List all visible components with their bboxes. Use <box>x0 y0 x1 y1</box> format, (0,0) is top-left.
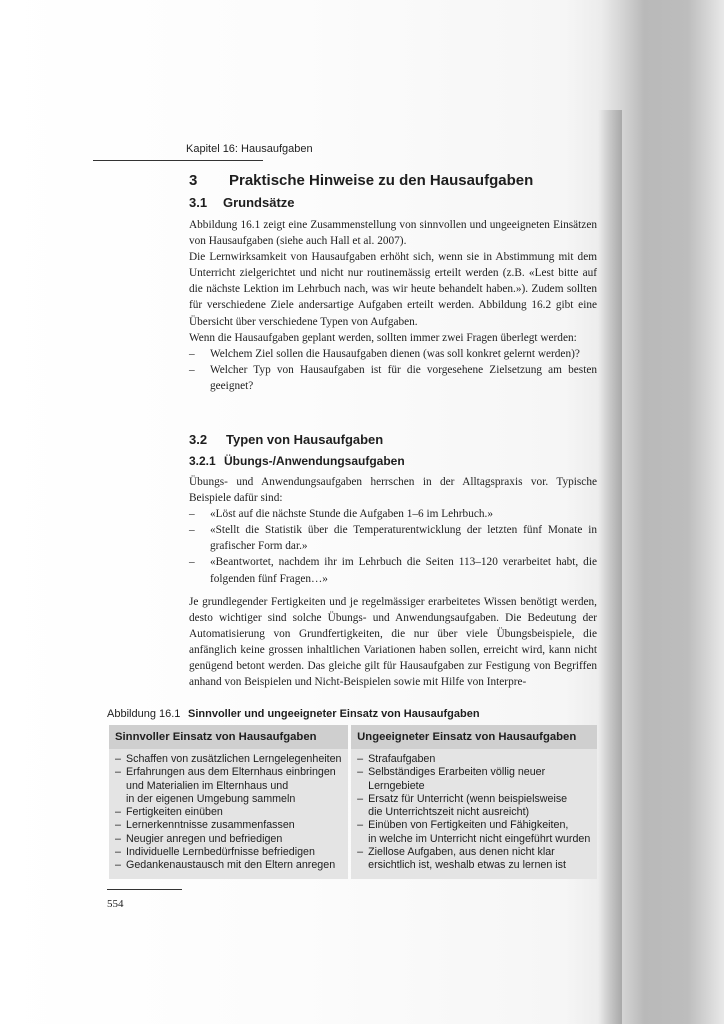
list-item: – Schaffen von zusätzlichen Lerngelegenheiten <box>115 753 342 766</box>
list-item: Lerngebiete <box>368 779 425 792</box>
list-item: – «Stellt die Statistik über die Temperaturentwicklung der letzten fünf Monate in grafischer Form dar.» <box>189 522 597 554</box>
list-item: und Materialien im Elternhaus und <box>126 779 289 792</box>
list-item: ersichtlich ist, weshalb etwas zu lernen ist <box>368 859 566 872</box>
list-item: – Neugier anregen und befriedigen <box>115 833 342 846</box>
section-3-2-1-number: 3.2.1 <box>189 454 216 468</box>
figure-title: Sinnvoller und ungeeigneter Einsatz von Hausaufgaben <box>188 708 480 720</box>
footer-rule <box>107 889 182 890</box>
list-item: – Gedankenaustausch mit den Eltern anregen <box>115 859 342 872</box>
section-3-1-number: 3.1 <box>189 195 208 210</box>
running-header: Kapitel 16: Hausaufgaben <box>186 143 313 155</box>
section-3-2-title: Typen von Hausaufgaben <box>226 432 384 447</box>
figure-number: Abbildung 16.1 <box>107 708 181 720</box>
example-list <box>189 506 597 586</box>
section-3-1-body <box>189 217 597 394</box>
header-rule <box>93 160 263 161</box>
column-header-ungeeignet: Ungeeigneter Einsatz von Hausaufgaben <box>351 725 597 749</box>
list-item: – Lernerkenntnisse zusammenfassen <box>115 819 342 832</box>
paragraph: Je grundlegender Fertigkeiten und je regelmässiger erarbeitetes Wissen benötigt werden, desto wichtiger sind solche Übungs- und Anwendungsaufgaben. Die Bedeutung der Automatisierung von Grundfertigkeiten, die nur über viele Übungsbeispiele, die anfänglich keine grossen inhaltlichen Variationen haben sollen, erreicht wird, kann nicht genügend betont werden. Das gleiche gilt für Hausaufgaben zur Festigung von Begriffen anhand von Beispielen und Nicht-Beispielen sowie mit Hilfe von Interpre- <box>189 595 597 689</box>
column-header-sinnvoll: Sinnvoller Einsatz von Hausaufgaben <box>109 725 348 749</box>
section-3-2-number: 3.2 <box>189 432 208 447</box>
list-item: – «Beantwortet, nachdem ihr im Lehrbuch die Seiten 113–120 verarbeitet habt, die folgenden fünf Fragen…» <box>189 554 597 586</box>
section-3-2-1-title: Übungs-/Anwendungsaufgaben <box>224 454 405 468</box>
page-spine-shadow <box>598 110 622 1024</box>
list-item: – «Löst auf die nächste Stunde die Aufgaben 1–6 im Lehrbuch.» <box>189 506 597 522</box>
list-item: – Welchem Ziel sollen die Hausaufgaben dienen (was soll konkret gelernt werden)? <box>189 346 597 362</box>
paragraph: Die Lernwirksamkeit von Hausaufgaben erhöht sich, wenn sie in Abstimmung mit dem Unterricht zielgerichtet und nicht nur routinemässig erteilt werden (z.B. «Lest bitte auf die nächste Lektion im Lehrbuch nach, was wir heute behandelt haben.»). Zudem sollten für verschiedene Ziele andersartige Aufgaben erteilt werden. Abbildung 16.2 gibt eine Übersicht über verschiedene Typen von Aufgaben. <box>189 251 597 328</box>
list-item: – Erfahrungen aus dem Elternhaus einbringen <box>115 766 342 779</box>
section-3-number: 3 <box>189 172 198 189</box>
table-cell-right <box>351 749 597 879</box>
question-list <box>189 346 597 394</box>
list-item: – Selbständiges Erarbeiten völlig neuer <box>357 766 591 779</box>
paragraph: Abbildung 16.1 zeigt eine Zusammenstellung von sinnvollen und ungeeigneten Einsätzen von Hausaufgaben (siehe auch Hall et al. 2007). <box>189 219 597 248</box>
sinnvoll-list <box>115 753 342 873</box>
list-item: in welche im Unterricht nicht eingeführt wurden <box>368 832 591 845</box>
page-number: 554 <box>107 898 124 910</box>
figure-table <box>106 725 600 879</box>
list-item: – Einüben von Fertigkeiten und Fähigkeiten, <box>357 819 591 832</box>
ungeeignet-list <box>357 753 591 873</box>
paragraph: Übungs- und Anwendungsaufgaben herrschen in der Alltagspraxis vor. Typische Beispiele dafür sind: <box>189 476 597 505</box>
list-item: – Ersatz für Unterricht (wenn beispielsweise <box>357 793 591 806</box>
section-3-2-1-body <box>189 474 597 690</box>
list-item: – Individuelle Lernbedürfnisse befriedigen <box>115 846 342 859</box>
list-item: in der eigenen Umgebung sammeln <box>126 792 296 805</box>
list-item: – Ziellose Aufgaben, aus denen nicht klar <box>357 846 591 859</box>
list-item: – Welcher Typ von Hausaufgaben ist für die vorgesehene Zielsetzung am besten geeignet? <box>189 362 597 394</box>
section-3-title: Praktische Hinweise zu den Hausaufgaben <box>229 172 534 189</box>
list-item: die Unterrichtszeit nicht ausreicht) <box>368 806 530 819</box>
paragraph: Wenn die Hausaufgaben geplant werden, sollten immer zwei Fragen überlegt werden: <box>189 331 577 344</box>
table-cell-left <box>109 749 348 879</box>
section-3-1-title: Grundsätze <box>223 195 295 210</box>
list-item: – Fertigkeiten einüben <box>115 806 342 819</box>
list-item: – Strafaufgaben <box>357 753 591 766</box>
